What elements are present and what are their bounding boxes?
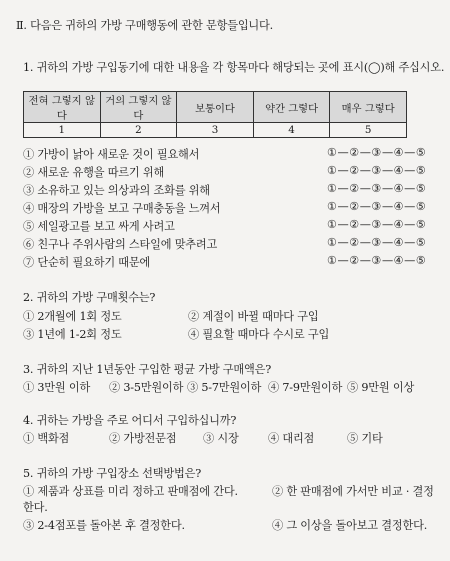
- scale-header-1: 전혀 그렇지 않다: [24, 92, 101, 123]
- q1-item-scale[interactable]: ①—②—③—④—⑤: [327, 254, 427, 267]
- q3-option[interactable]: ④ 7-9만원이하: [268, 381, 343, 394]
- q1-item-scale[interactable]: ①—②—③—④—⑤: [327, 146, 427, 159]
- q1-item-scale[interactable]: ①—②—③—④—⑤: [327, 164, 427, 177]
- question-5-title: 5. 귀하의 가방 구입장소 선택방법은?: [23, 467, 201, 480]
- section-title: Ⅱ. 다음은 귀하의 가방 구매행동에 관한 문항들입니다.: [16, 19, 274, 32]
- q1-item-scale[interactable]: ①—②—③—④—⑤: [327, 182, 427, 195]
- q5-option[interactable]: ② 한 판매점에 가서만 비교 · 결정: [272, 485, 434, 498]
- q5-option[interactable]: ① 제품과 상표를 미리 정하고 판매점에 간다.: [23, 485, 238, 498]
- q1-item-label: ③ 소유하고 있는 의상과의 조화를 위해: [23, 184, 210, 197]
- q1-item-scale[interactable]: ①—②—③—④—⑤: [327, 236, 427, 249]
- q2-option[interactable]: ③ 1년에 1-2회 정도: [23, 328, 122, 341]
- q1-item-label: ① 가방이 낡아 새로운 것이 필요해서: [23, 148, 200, 161]
- q1-item-label: ⑤ 세일광고를 보고 싸게 사려고: [23, 220, 175, 233]
- scale-number-5: 5: [330, 123, 407, 138]
- q5-option[interactable]: ③ 2-4점포를 돌아본 후 결정한다.: [23, 519, 185, 532]
- q1-item-label: ② 새로운 유행을 따르기 위해: [23, 166, 165, 179]
- q1-item-label: ⑥ 친구나 주위사람의 스타일에 맞추려고: [23, 238, 218, 251]
- q4-option[interactable]: ④ 대리점: [268, 432, 315, 445]
- scale-number-3: 3: [177, 123, 254, 138]
- scale-header-3: 보통이다: [177, 92, 254, 123]
- q2-option[interactable]: ① 2개월에 1회 정도: [23, 310, 122, 323]
- q3-option[interactable]: ③ 5-7만원이하: [187, 381, 262, 394]
- scale-number-1: 1: [24, 123, 101, 138]
- q4-option[interactable]: ⑤ 기타: [347, 432, 383, 445]
- scale-header-4: 약간 그렇다: [253, 92, 330, 123]
- q4-option[interactable]: ① 백화점: [23, 432, 70, 445]
- question-4-title: 4. 귀하는 가방을 주로 어디서 구입하십니까?: [23, 414, 237, 427]
- question-3-title: 3. 귀하의 지난 1년동안 구입한 평균 가방 구매액은?: [23, 363, 272, 376]
- likert-scale-table: [23, 91, 407, 138]
- scale-header-5: 매우 그렇다: [330, 92, 407, 123]
- q5-option-continuation: 한다.: [23, 501, 48, 514]
- q3-option[interactable]: ⑤ 9만원 이상: [347, 381, 415, 394]
- scale-header-2: 거의 그렇지 않다: [100, 92, 177, 123]
- q5-option[interactable]: ④ 그 이상을 돌아보고 결정한다.: [272, 519, 428, 532]
- q2-option[interactable]: ④ 필요할 때마다 수시로 구입: [188, 328, 330, 341]
- q4-option[interactable]: ③ 시장: [203, 432, 239, 445]
- q1-item-label: ⑦ 단순히 필요하기 때문에: [23, 256, 151, 269]
- q1-item-label: ④ 매장의 가방을 보고 구매충동을 느껴서: [23, 202, 221, 215]
- q3-option[interactable]: ② 3-5만원이하: [109, 381, 184, 394]
- question-1-title: 1. 귀하의 가방 구입동기에 대한 내용을 각 항목마다 해당되는 곳에 표시(◯)해 주십시오.: [23, 61, 445, 74]
- question-2-title: 2. 귀하의 가방 구매횟수는?: [23, 291, 156, 304]
- q3-option[interactable]: ① 3만원 이하: [23, 381, 91, 394]
- q1-item-scale[interactable]: ①—②—③—④—⑤: [327, 218, 427, 231]
- q4-option[interactable]: ② 가방전문점: [109, 432, 177, 445]
- q1-item-scale[interactable]: ①—②—③—④—⑤: [327, 200, 427, 213]
- scale-number-2: 2: [100, 123, 177, 138]
- scale-number-4: 4: [253, 123, 330, 138]
- q2-option[interactable]: ② 계절이 바뀔 때마다 구입: [188, 310, 319, 323]
